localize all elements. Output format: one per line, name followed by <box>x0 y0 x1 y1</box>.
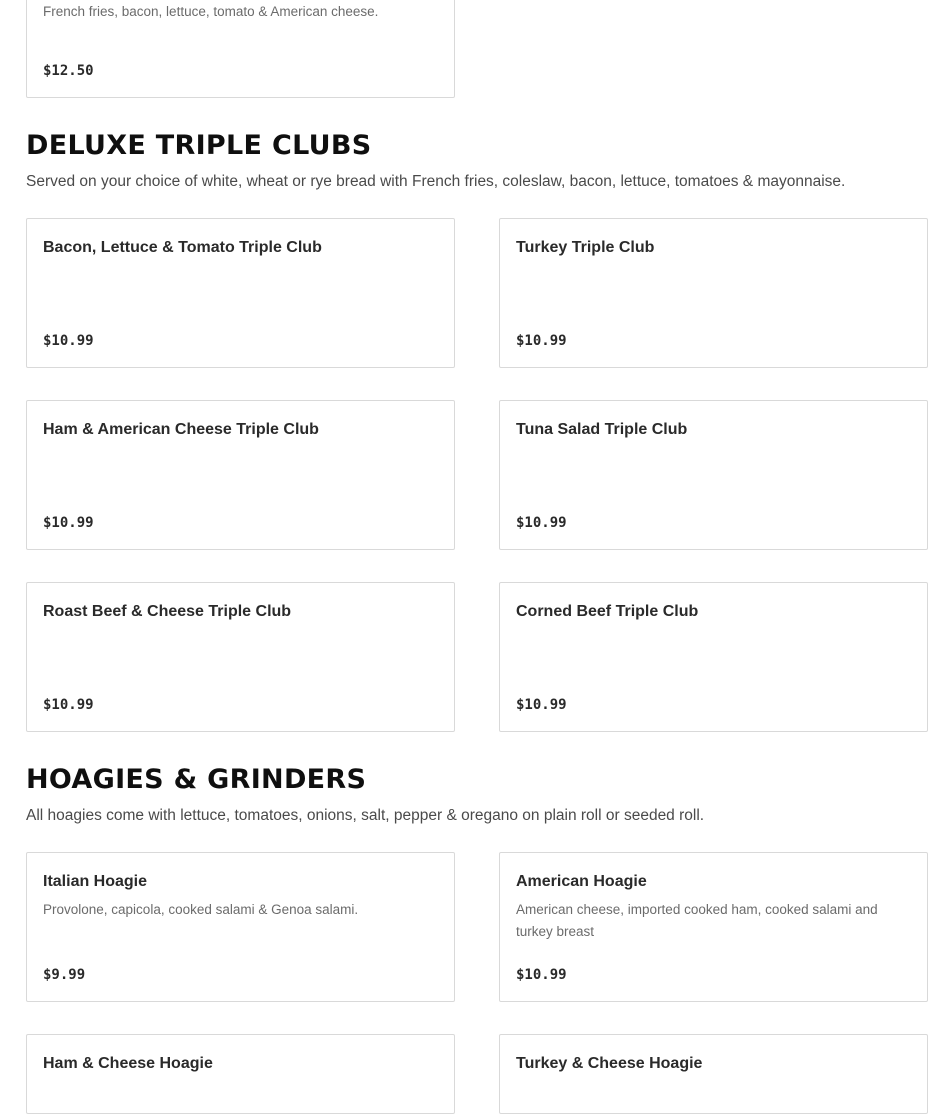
menu-item-price: $10.99 <box>43 333 94 349</box>
menu-item-price: $12.50 <box>43 63 94 79</box>
menu-item-name: Roast Beef & Cheese Triple Club <box>43 603 292 620</box>
section-title-deluxe-triple-clubs: DELUXE TRIPLE CLUBS <box>26 130 372 161</box>
menu-item-card[interactable] <box>26 400 455 550</box>
menu-item-name: Bacon, Lettuce & Tomato Triple Club <box>43 239 322 256</box>
menu-item-name: Turkey & Cheese Hoagie <box>516 1055 703 1072</box>
section-title-hoagies-grinders: HOAGIES & GRINDERS <box>26 764 367 795</box>
section-description-deluxe-triple-clubs: Served on your choice of white, wheat or rye bread with French fries, coleslaw, bacon, lettuce, tomatoes & mayonnaise. <box>26 173 846 190</box>
menu-item-description: American cheese, imported cooked ham, cooked salami and turkey breast <box>516 902 878 939</box>
menu-item-card[interactable] <box>499 218 928 368</box>
menu-item-name: Corned Beef Triple Club <box>516 603 699 620</box>
menu-item-name: Tuna Salad Triple Club <box>516 421 688 438</box>
menu-item-card[interactable] <box>499 582 928 732</box>
menu-item-card[interactable] <box>26 582 455 732</box>
menu-item-card[interactable] <box>499 400 928 550</box>
menu-item-card[interactable] <box>26 218 455 368</box>
menu-item-price: $10.99 <box>516 697 567 713</box>
menu-item-description: French fries, bacon, lettuce, tomato & American cheese. <box>43 4 379 19</box>
menu-item-name: American Hoagie <box>516 873 647 890</box>
menu-item-price: $10.99 <box>516 333 567 349</box>
section-description-hoagies-grinders: All hoagies come with lettuce, tomatoes, onions, salt, pepper & oregano on plain roll or seeded roll. <box>26 807 705 824</box>
menu-item-description: Provolone, capicola, cooked salami & Genoa salami. <box>43 902 359 917</box>
menu-item-card[interactable] <box>499 1034 928 1114</box>
menu-item-price: $10.99 <box>516 515 567 531</box>
menu-item-card[interactable] <box>26 0 455 98</box>
menu-item-name: Italian Hoagie <box>43 873 148 890</box>
menu-item-price: $9.99 <box>43 967 86 983</box>
menu-item-name: Ham & American Cheese Triple Club <box>43 421 319 438</box>
menu-item-card[interactable] <box>499 852 928 1002</box>
menu-item-name: Ham & Cheese Hoagie <box>43 1055 213 1072</box>
menu-item-card[interactable] <box>26 852 455 1002</box>
menu-item-card[interactable] <box>26 1034 455 1114</box>
menu-item-price: $10.99 <box>43 515 94 531</box>
menu-item-name: Turkey Triple Club <box>516 239 655 256</box>
menu-item-price: $10.99 <box>516 967 567 983</box>
menu-item-price: $10.99 <box>43 697 94 713</box>
